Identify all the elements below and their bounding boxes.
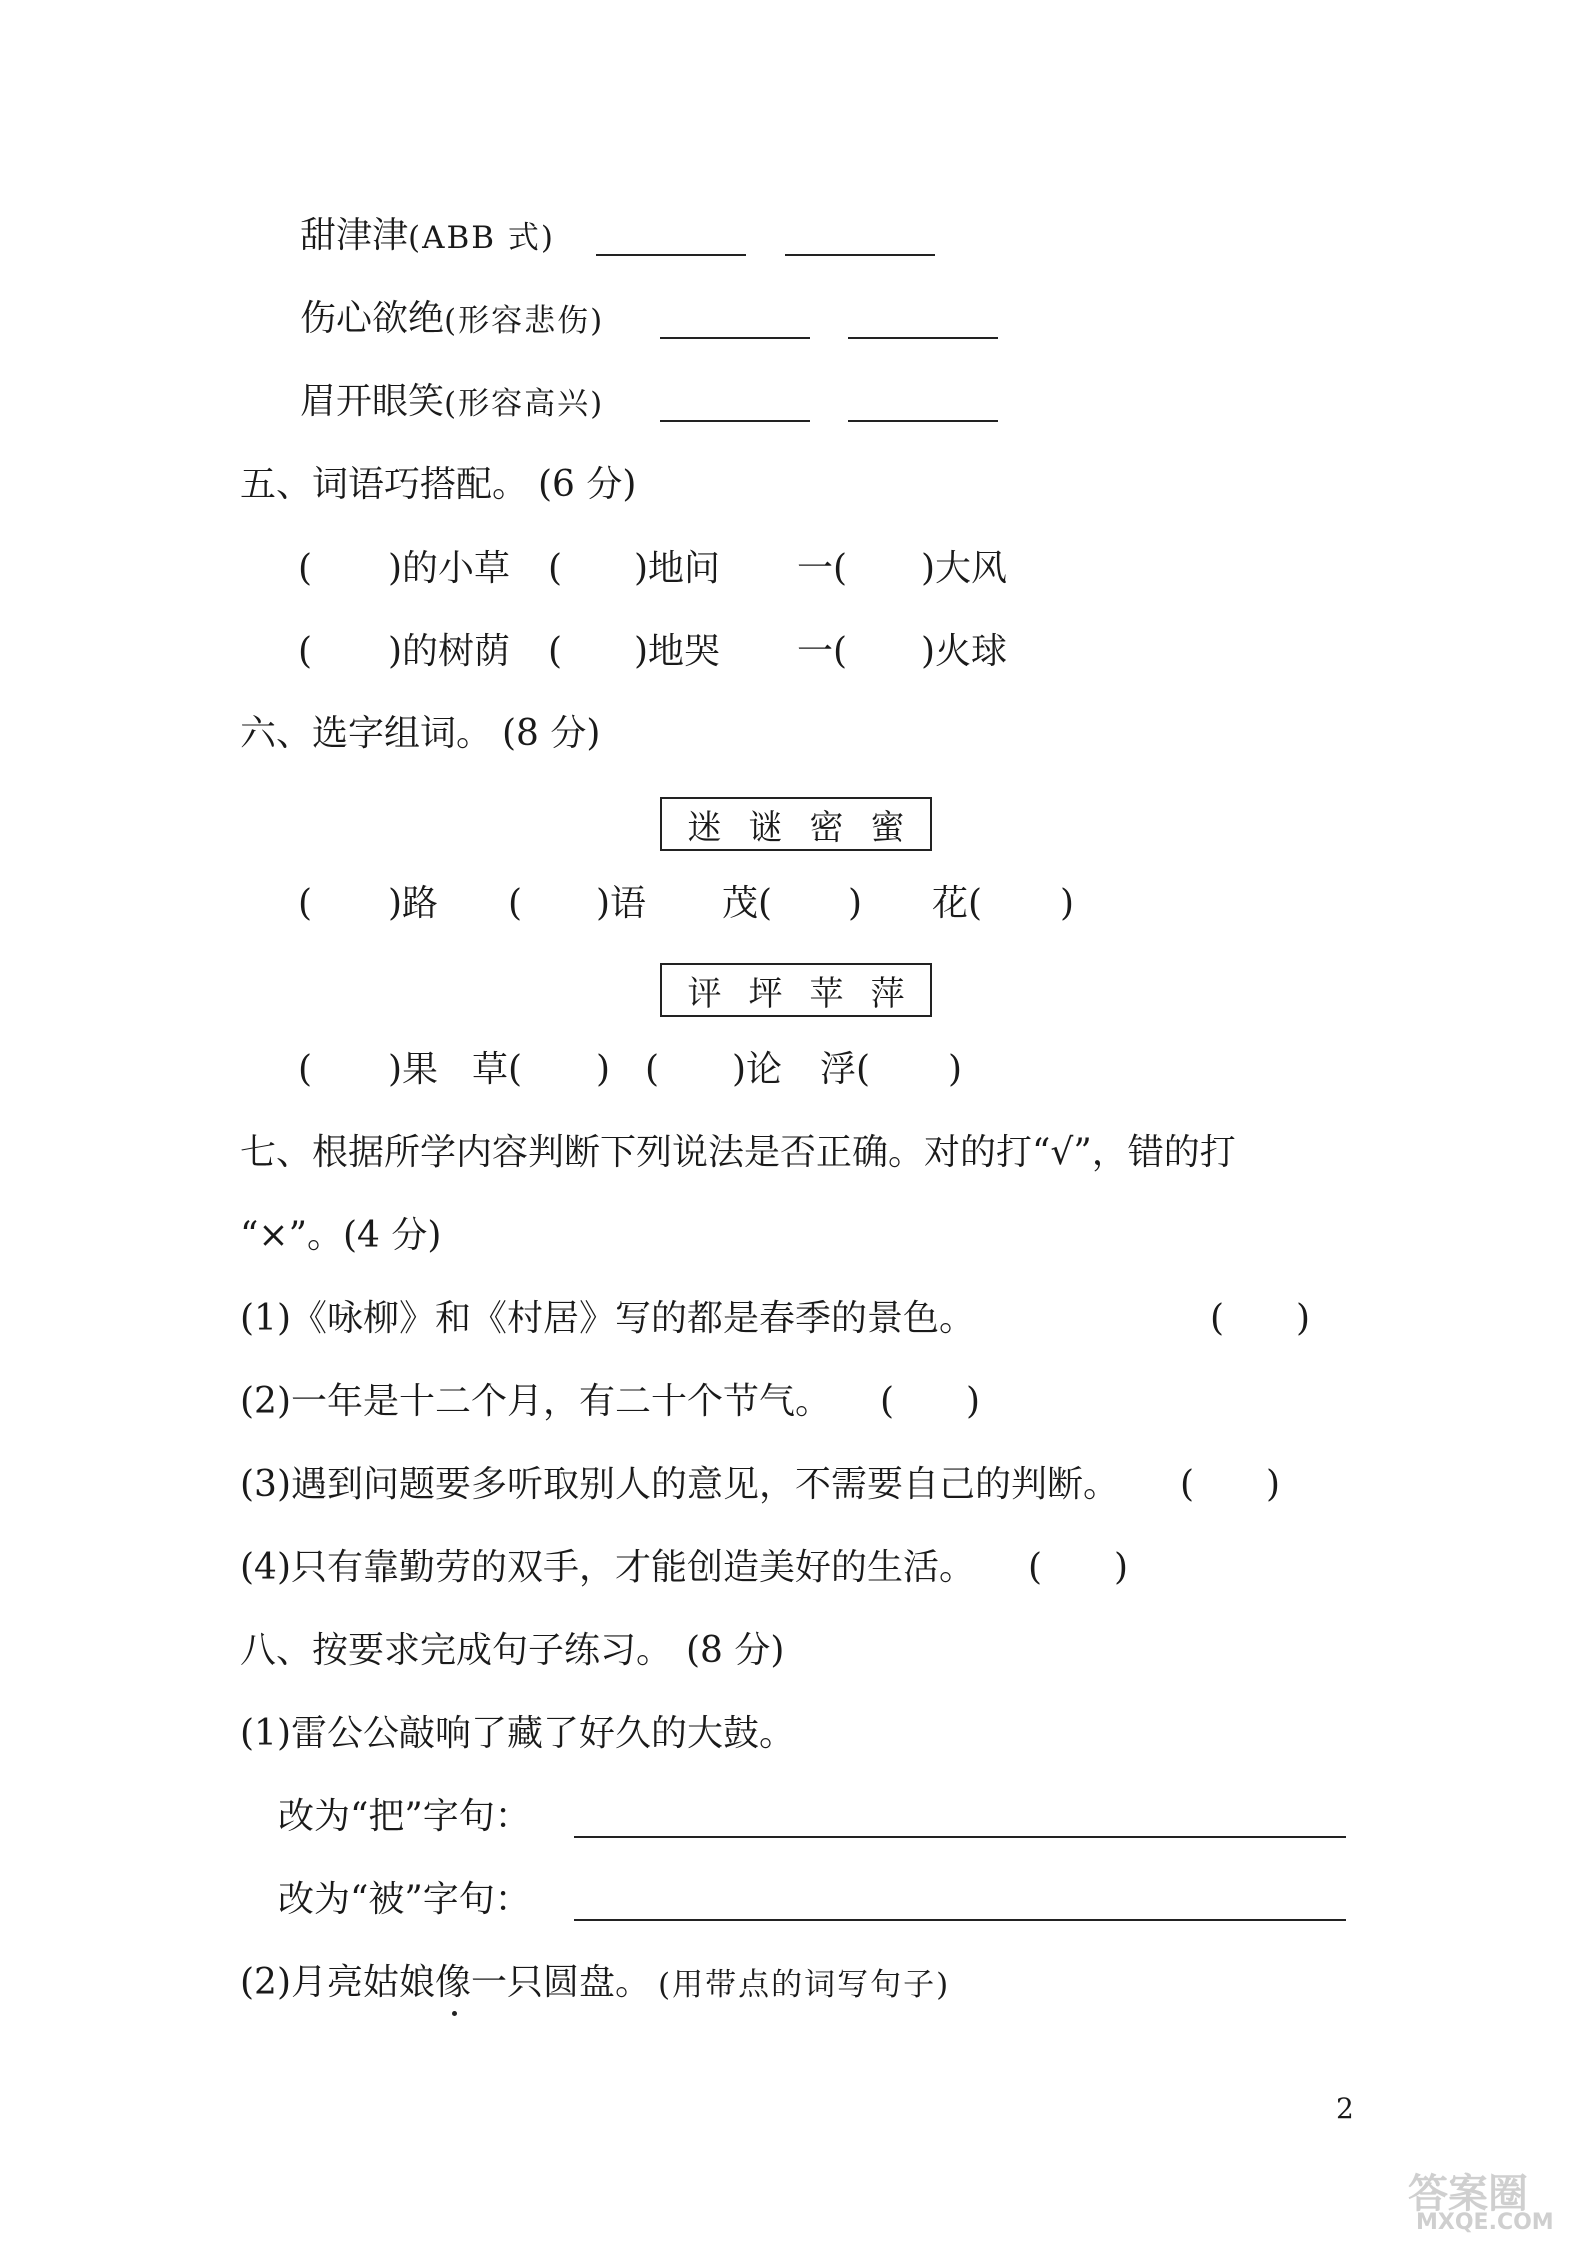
q8-title: 八、按要求完成句子练习。 bbox=[240, 1630, 673, 1671]
q6-r1-open-1[interactable]: ( bbox=[298, 883, 313, 924]
q4-word-3: 眉开眼笑 bbox=[300, 381, 445, 422]
q6-box2-char-1: 评 bbox=[687, 973, 722, 1014]
q6-box1-char-4: 蜜 bbox=[870, 807, 905, 848]
q6-r2-open-4[interactable]: 浮( bbox=[820, 1049, 871, 1090]
q4-note-3: (形容高兴) bbox=[444, 386, 605, 422]
q8-sentence-1: (1)雷公公敲响了藏了好久的大鼓。 bbox=[240, 1713, 795, 1754]
q7-title-line-2: “×”。(4 分) bbox=[240, 1215, 442, 1256]
watermark-site-text: MXQE.COM bbox=[1416, 2210, 1554, 2235]
emphasis-dot bbox=[452, 2011, 457, 2016]
q6-r2-close-4: ) bbox=[948, 1049, 963, 1090]
q6-title: 六、选字组词。 bbox=[240, 713, 493, 754]
q7-statement-3: (3)遇到问题要多听取别人的意见，不需要自己的判断。 bbox=[240, 1464, 1119, 1505]
q6-r2-close-2: ) bbox=[596, 1049, 611, 1090]
q6-box2-char-3: 苹 bbox=[809, 973, 844, 1014]
q5-r1-close-1: )的小草 bbox=[388, 548, 511, 589]
q6-r2-close-3: )论 bbox=[732, 1049, 783, 1090]
q5-r1-close-3: )大风 bbox=[921, 548, 1008, 589]
q6-r1-close-2: )语 bbox=[596, 883, 647, 924]
q5-r2-close-2: )地哭 bbox=[634, 631, 721, 672]
q5-r2-open-2[interactable]: ( bbox=[548, 631, 563, 672]
q6-box2-char-4: 萍 bbox=[870, 973, 905, 1014]
q7-answer-paren-3[interactable]: ( ) bbox=[1180, 1464, 1281, 1505]
q8-ba-answer-line[interactable] bbox=[574, 1836, 1346, 1838]
q6-char-box-1 bbox=[660, 797, 932, 851]
q6-r2-open-3[interactable]: ( bbox=[645, 1049, 660, 1090]
q4-note-1: (ABB 式) bbox=[408, 220, 555, 256]
q5-title: 五、词语巧搭配。 bbox=[240, 464, 529, 505]
q6-r1-open-3[interactable]: 茂( bbox=[722, 883, 773, 924]
q6-r1-close-4: ) bbox=[1060, 883, 1075, 924]
q8-ba-label: 改为“把”字句： bbox=[278, 1796, 531, 1837]
q8-score: (8 分) bbox=[686, 1630, 785, 1671]
q7-statement-2: (2)一年是十二个月，有二十个节气。 bbox=[240, 1381, 831, 1422]
q4-word-1: 甜津津 bbox=[300, 215, 409, 256]
q5-r2-open-1[interactable]: ( bbox=[298, 631, 313, 672]
q6-r1-open-2[interactable]: ( bbox=[508, 883, 523, 924]
q6-char-box-2 bbox=[660, 963, 932, 1017]
q4-blank-1a[interactable] bbox=[596, 254, 746, 256]
q8-sentence-2: (2)月亮姑娘像一只圆盘。 bbox=[240, 1962, 651, 2003]
q7-answer-paren-4[interactable]: ( ) bbox=[1028, 1547, 1129, 1588]
q6-box2-char-2: 坪 bbox=[748, 973, 783, 1014]
q5-r2-close-1: )的树荫 bbox=[388, 631, 511, 672]
q5-score: (6 分) bbox=[538, 464, 637, 505]
q4-blank-3b[interactable] bbox=[848, 420, 998, 422]
q7-answer-paren-1[interactable]: ( ) bbox=[1210, 1298, 1311, 1339]
q6-r1-close-1: )路 bbox=[388, 883, 439, 924]
q5-r2-open-3[interactable]: 一( bbox=[797, 631, 848, 672]
q6-box1-char-3: 密 bbox=[809, 807, 844, 848]
q6-r2-open-2[interactable]: 草( bbox=[472, 1049, 523, 1090]
q4-note-2: (形容悲伤) bbox=[444, 303, 605, 339]
q7-statement-1: (1)《咏柳》和《村居》写的都是春季的景色。 bbox=[240, 1298, 975, 1339]
q4-blank-2a[interactable] bbox=[660, 337, 810, 339]
q5-r2-close-3: )火球 bbox=[921, 631, 1008, 672]
q4-blank-1b[interactable] bbox=[785, 254, 935, 256]
q6-box1-char-1: 迷 bbox=[687, 807, 722, 848]
q4-blank-2b[interactable] bbox=[848, 337, 998, 339]
q8-bei-answer-line[interactable] bbox=[574, 1919, 1346, 1921]
q6-r1-close-3: ) bbox=[848, 883, 863, 924]
watermark-logo-text: 答案圈 bbox=[1408, 2171, 1528, 2217]
q7-statement-4: (4)只有靠勤劳的双手，才能创造美好的生活。 bbox=[240, 1547, 975, 1588]
q7-answer-paren-2[interactable]: ( ) bbox=[880, 1381, 981, 1422]
q6-r2-open-1[interactable]: ( bbox=[298, 1049, 313, 1090]
q6-r1-open-4[interactable]: 花( bbox=[932, 883, 983, 924]
q7-title-line-1: 七、根据所学内容判断下列说法是否正确。对的打“√”，错的打 bbox=[240, 1132, 1236, 1173]
q6-box1-char-2: 谜 bbox=[748, 807, 783, 848]
q8-sentence-2-note: (用带点的词写句子) bbox=[658, 1967, 951, 2003]
q4-word-2: 伤心欲绝 bbox=[300, 298, 445, 339]
page-number: 2 bbox=[1336, 2092, 1354, 2125]
q5-r1-open-3[interactable]: 一( bbox=[797, 548, 848, 589]
q6-score: (8 分) bbox=[502, 713, 601, 754]
q4-blank-3a[interactable] bbox=[660, 420, 810, 422]
q5-r1-open-2[interactable]: ( bbox=[548, 548, 563, 589]
q8-bei-label: 改为“被”字句： bbox=[278, 1879, 531, 1920]
q5-r1-close-2: )地问 bbox=[634, 548, 721, 589]
q5-r1-open-1[interactable]: ( bbox=[298, 548, 313, 589]
q6-r2-close-1: )果 bbox=[388, 1049, 439, 1090]
